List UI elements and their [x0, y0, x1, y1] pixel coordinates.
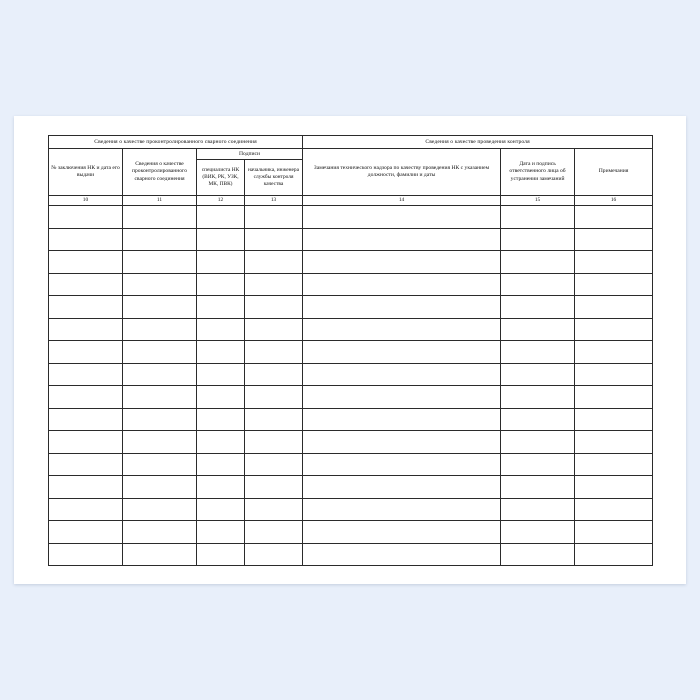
table-cell-15[interactable] — [501, 273, 575, 296]
table-cell-16[interactable] — [575, 386, 653, 409]
table-cell-11[interactable] — [123, 341, 197, 364]
table-cell-11[interactable] — [123, 453, 197, 476]
table-row[interactable] — [49, 543, 653, 566]
table-row[interactable] — [49, 498, 653, 521]
table-row[interactable] — [49, 431, 653, 454]
table-cell-14[interactable] — [303, 228, 501, 251]
journal-data-rows — [49, 206, 653, 566]
table-cell-16[interactable] — [575, 543, 653, 566]
table-cell-11[interactable] — [123, 521, 197, 544]
table-cell-14[interactable] — [303, 206, 501, 229]
table-cell-11[interactable] — [123, 431, 197, 454]
table-cell-14[interactable] — [303, 363, 501, 386]
table-cell-10[interactable] — [49, 453, 123, 476]
table-row[interactable] — [49, 363, 653, 386]
table-cell-11[interactable] — [123, 206, 197, 229]
table-cell-10[interactable] — [49, 363, 123, 386]
table-cell-13[interactable] — [245, 296, 303, 319]
table-cell-16[interactable] — [575, 206, 653, 229]
group-header-row — [49, 136, 653, 149]
table-cell-10[interactable] — [49, 521, 123, 544]
table-cell-12[interactable] — [197, 273, 245, 296]
table-cell-14[interactable] — [303, 386, 501, 409]
table-cell-13[interactable] — [245, 543, 303, 566]
table-row[interactable] — [49, 386, 653, 409]
table-cell-14[interactable] — [303, 318, 501, 341]
table-cell-12[interactable] — [197, 318, 245, 341]
table-cell-12[interactable] — [197, 228, 245, 251]
table-cell-15[interactable] — [501, 206, 575, 229]
table-cell-15[interactable] — [501, 521, 575, 544]
table-cell-13[interactable] — [245, 273, 303, 296]
table-cell-16[interactable] — [575, 498, 653, 521]
column-header-16: Примечания — [575, 149, 653, 196]
table-cell-13[interactable] — [245, 453, 303, 476]
column-number-13: 13 — [245, 196, 303, 206]
table-cell-14[interactable] — [303, 476, 501, 499]
group-header-control: Сведения о качестве проведения контроля — [303, 136, 653, 149]
table-cell-14[interactable] — [303, 408, 501, 431]
column-number-12: 12 — [197, 196, 245, 206]
table-cell-10[interactable] — [49, 543, 123, 566]
table-cell-16[interactable] — [575, 273, 653, 296]
table-cell-14[interactable] — [303, 273, 501, 296]
table-cell-15[interactable] — [501, 318, 575, 341]
table-cell-12[interactable] — [197, 453, 245, 476]
table-cell-15[interactable] — [501, 408, 575, 431]
table-cell-15[interactable] — [501, 543, 575, 566]
table-row[interactable] — [49, 521, 653, 544]
table-cell-16[interactable] — [575, 341, 653, 364]
column-header-10: № заключения НК и дата его выдачи — [49, 149, 123, 196]
table-row[interactable] — [49, 408, 653, 431]
table-cell-15[interactable] — [501, 296, 575, 319]
table-cell-15[interactable] — [501, 431, 575, 454]
table-cell-11[interactable] — [123, 296, 197, 319]
table-cell-12[interactable] — [197, 408, 245, 431]
table-cell-13[interactable] — [245, 206, 303, 229]
table-cell-16[interactable] — [575, 521, 653, 544]
table-cell-14[interactable] — [303, 431, 501, 454]
table-cell-15[interactable] — [501, 453, 575, 476]
column-header-11: Сведения о качестве проконтролированного сварного соединения — [123, 149, 197, 196]
table-cell-10[interactable] — [49, 251, 123, 274]
table-cell-15[interactable] — [501, 498, 575, 521]
table-cell-10[interactable] — [49, 476, 123, 499]
table-cell-12[interactable] — [197, 521, 245, 544]
table-cell-10[interactable] — [49, 228, 123, 251]
table-cell-13[interactable] — [245, 431, 303, 454]
table-cell-14[interactable] — [303, 543, 501, 566]
table-cell-12[interactable] — [197, 543, 245, 566]
table-cell-10[interactable] — [49, 431, 123, 454]
table-cell-16[interactable] — [575, 318, 653, 341]
journal-table — [48, 135, 653, 566]
table-cell-13[interactable] — [245, 318, 303, 341]
table-cell-10[interactable] — [49, 341, 123, 364]
table-cell-10[interactable] — [49, 498, 123, 521]
table-row[interactable] — [49, 476, 653, 499]
column-header-15: Дата и подпись ответственного лица об устранении замечаний — [501, 149, 575, 196]
table-cell-12[interactable] — [197, 498, 245, 521]
column-number-14: 14 — [303, 196, 501, 206]
table-cell-10[interactable] — [49, 206, 123, 229]
table-cell-13[interactable] — [245, 341, 303, 364]
table-cell-15[interactable] — [501, 363, 575, 386]
table-cell-16[interactable] — [575, 363, 653, 386]
table-row[interactable] — [49, 206, 653, 229]
table-cell-13[interactable] — [245, 228, 303, 251]
table-cell-11[interactable] — [123, 318, 197, 341]
table-cell-16[interactable] — [575, 228, 653, 251]
table-cell-13[interactable] — [245, 386, 303, 409]
table-cell-16[interactable] — [575, 251, 653, 274]
table-cell-12[interactable] — [197, 251, 245, 274]
column-header-13: начальника, инженера службы контроля качества — [245, 160, 303, 196]
table-cell-13[interactable] — [245, 498, 303, 521]
table-cell-12[interactable] — [197, 341, 245, 364]
column-header-14: Замечания технического надзора по качеству проведения НК с указанием должности, фамилии и даты — [303, 149, 501, 196]
table-cell-14[interactable] — [303, 296, 501, 319]
table-cell-10[interactable] — [49, 318, 123, 341]
table-cell-12[interactable] — [197, 363, 245, 386]
table-cell-11[interactable] — [123, 386, 197, 409]
table-cell-15[interactable] — [501, 476, 575, 499]
table-cell-10[interactable] — [49, 408, 123, 431]
table-cell-11[interactable] — [123, 251, 197, 274]
table-row[interactable] — [49, 453, 653, 476]
table-cell-14[interactable] — [303, 251, 501, 274]
table-row[interactable] — [49, 228, 653, 251]
table-cell-13[interactable] — [245, 476, 303, 499]
table-cell-11[interactable] — [123, 498, 197, 521]
paper-sheet — [14, 116, 686, 584]
table-row[interactable] — [49, 251, 653, 274]
column-number-10: 10 — [49, 196, 123, 206]
table-cell-16[interactable] — [575, 408, 653, 431]
table-cell-13[interactable] — [245, 521, 303, 544]
table-cell-10[interactable] — [49, 296, 123, 319]
table-cell-13[interactable] — [245, 363, 303, 386]
column-number-row — [49, 196, 653, 206]
table-cell-16[interactable] — [575, 296, 653, 319]
table-cell-16[interactable] — [575, 431, 653, 454]
table-row[interactable] — [49, 318, 653, 341]
group-header-quality: Сведения о качестве проконтролированного сварного соединения — [49, 136, 303, 149]
table-cell-12[interactable] — [197, 431, 245, 454]
table-cell-11[interactable] — [123, 273, 197, 296]
table-cell-11[interactable] — [123, 408, 197, 431]
column-number-15: 15 — [501, 196, 575, 206]
table-cell-15[interactable] — [501, 341, 575, 364]
column-header-signatures: Подписи — [197, 149, 303, 160]
table-cell-11[interactable] — [123, 476, 197, 499]
table-row[interactable] — [49, 341, 653, 364]
table-cell-11[interactable] — [123, 363, 197, 386]
table-cell-12[interactable] — [197, 206, 245, 229]
table-cell-12[interactable] — [197, 386, 245, 409]
table-cell-15[interactable] — [501, 251, 575, 274]
table-cell-14[interactable] — [303, 341, 501, 364]
table-cell-16[interactable] — [575, 476, 653, 499]
table-cell-13[interactable] — [245, 251, 303, 274]
table-cell-14[interactable] — [303, 498, 501, 521]
table-cell-12[interactable] — [197, 476, 245, 499]
table-row[interactable] — [49, 296, 653, 319]
table-cell-11[interactable] — [123, 228, 197, 251]
table-cell-11[interactable] — [123, 543, 197, 566]
table-cell-14[interactable] — [303, 453, 501, 476]
table-cell-16[interactable] — [575, 453, 653, 476]
table-cell-13[interactable] — [245, 408, 303, 431]
table-cell-10[interactable] — [49, 273, 123, 296]
table-cell-15[interactable] — [501, 386, 575, 409]
column-header-row — [49, 149, 653, 160]
table-cell-10[interactable] — [49, 386, 123, 409]
table-row[interactable] — [49, 273, 653, 296]
table-cell-15[interactable] — [501, 228, 575, 251]
column-header-12: специалиста НК (ВИК, РК, УЗК, МК, ПВК) — [197, 160, 245, 196]
table-cell-14[interactable] — [303, 521, 501, 544]
column-number-16: 16 — [575, 196, 653, 206]
column-number-11: 11 — [123, 196, 197, 206]
table-cell-12[interactable] — [197, 296, 245, 319]
journal-table-wrapper — [48, 135, 652, 566]
